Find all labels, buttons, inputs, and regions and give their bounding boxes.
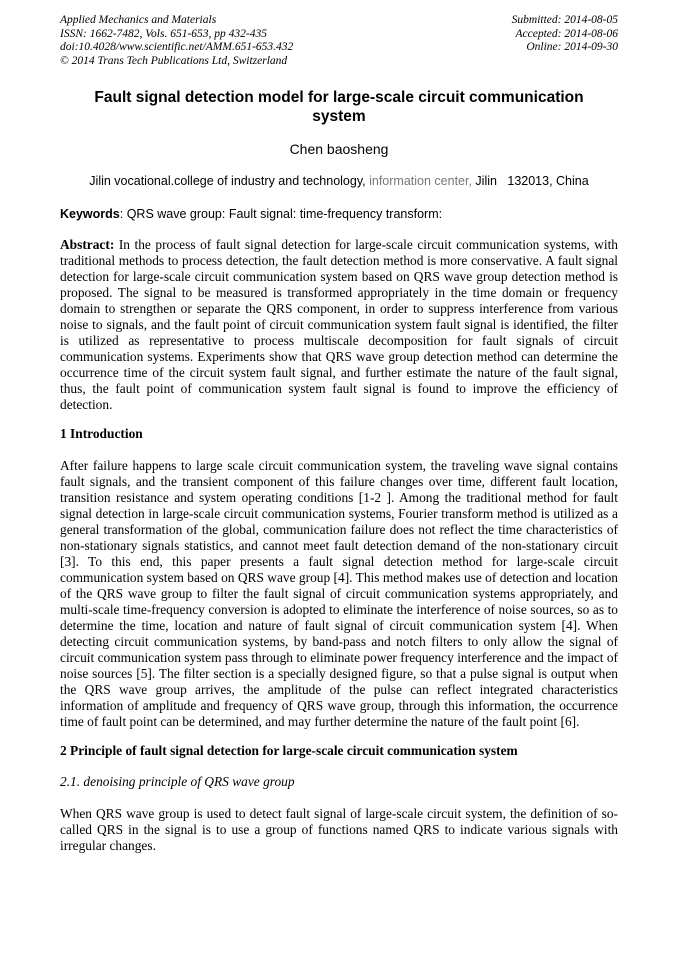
journal-doi-line: doi:10.4028/www.scientific.net/AMM.651-653.432 xyxy=(60,41,294,53)
accepted-date: Accepted: 2014-08-06 xyxy=(515,27,618,40)
journal-issn-line: ISSN: 1662-7482, Vols. 651-653, pp 432-435 xyxy=(60,27,267,40)
submission-dates xyxy=(512,14,618,68)
paper-title: Fault signal detection model for large-scale circuit communication system xyxy=(94,89,584,125)
affiliation-institution: Jilin vocational.college of industry and technology, xyxy=(89,174,370,188)
section-heading-principle: 2 Principle of fault signal detection for large-scale circuit communication system xyxy=(60,743,518,758)
abstract-text: In the process of fault signal detection for large-scale circuit communication systems, with traditional methods to process detection, the fault detection method is more conservative. A fault signal detection for large-scale circuit communication system based on QRS wave group detection method is proposed. The signal to be measured is transformed appropriately in the time domain or frequency domain to strengthen or separate the QRS component, in order to suppress interference from various noise to signals, and the fault point of circuit communication system fault signal is identified, the filter is utilized as representative to process multiscale decomposition for fault signals of circuit communication systems. Experiments show that QRS wave group detection method can determine the occurrence time of the circuit system fault signal, and further estimate the nature of the fault signal, thus, the fault point of communication system fault signal is found to improve the efficiency of detection. xyxy=(60,237,618,412)
affiliation-department: information center, xyxy=(369,174,476,188)
abstract-label: Abstract: xyxy=(60,237,115,252)
journal-info xyxy=(60,14,293,68)
affiliation-line xyxy=(60,174,618,188)
online-date: Online: 2014-09-30 xyxy=(526,41,618,53)
journal-name: Applied Mechanics and Materials xyxy=(60,14,217,26)
journal-header xyxy=(60,14,618,68)
submitted-date: Submitted: 2014-08-05 xyxy=(511,14,618,26)
subsection-heading-denoising: 2.1. denoising principle of QRS wave group xyxy=(60,774,295,789)
keywords-line xyxy=(60,207,618,221)
journal-copyright-line: © 2014 Trans Tech Publications Ltd, Switzerland xyxy=(60,54,288,67)
abstract-paragraph xyxy=(60,237,618,413)
author-name: Chen baosheng xyxy=(289,141,389,157)
section-heading-introduction: 1 Introduction xyxy=(60,426,143,441)
affiliation-location: Jilin 132013, China xyxy=(475,174,589,188)
principle-paragraph: When QRS wave group is used to detect fault signal of large-scale circuit system, the definition of so-called QRS in the signal is to use a group of functions named QRS to indicate various signals with irregular changes. xyxy=(60,806,618,853)
keywords-label: Keywords xyxy=(60,207,120,221)
introduction-paragraph: After failure happens to large scale circuit communication system, the traveling wave signal contains fault signals, and the transient component of this failure changes over time, different fault location, transition resistance and system operating conditions [1-2 ]. Among the traditional method for fault signal detection in large-scale circuit communication systems, Fourier transform method is utilized as a general transformation of the global, communication failure does not reflect the time characteristics of non-stationary signals statistics, and cannot meet fault detection demand of the non-stationary circuit [3]. To this end, this paper presents a fault signal detection method for large-scale circuit communication system based on QRS wave group [4]. This method makes use of detection and location of the QRS wave group to filter the fault signal of circuit communication systems appropriately, and multi-scale time-frequency conversion is adopted to eliminate the interference of noise sources, so as to determine the time, location and nature of fault signal of circuit communication system [4]. When detecting circuit communication systems, by band-pass and notch filters to only allow the signal of circuit communication system pass through to eliminate power frequency interference and the impact of noise sources [5]. The filter section is a specially designed figure, so that a pulse signal is output when the QRS wave group arrives, the amplitude of the pulse can reflect integrated characteristics information of amplitude and frequency of QRS wave group, through this information, the occurrence time of fault point can be determined, and may further determine the nature of the fault point [6]. xyxy=(60,458,618,729)
keywords-text: : QRS wave group: Fault signal: time-frequency transform: xyxy=(119,207,443,221)
